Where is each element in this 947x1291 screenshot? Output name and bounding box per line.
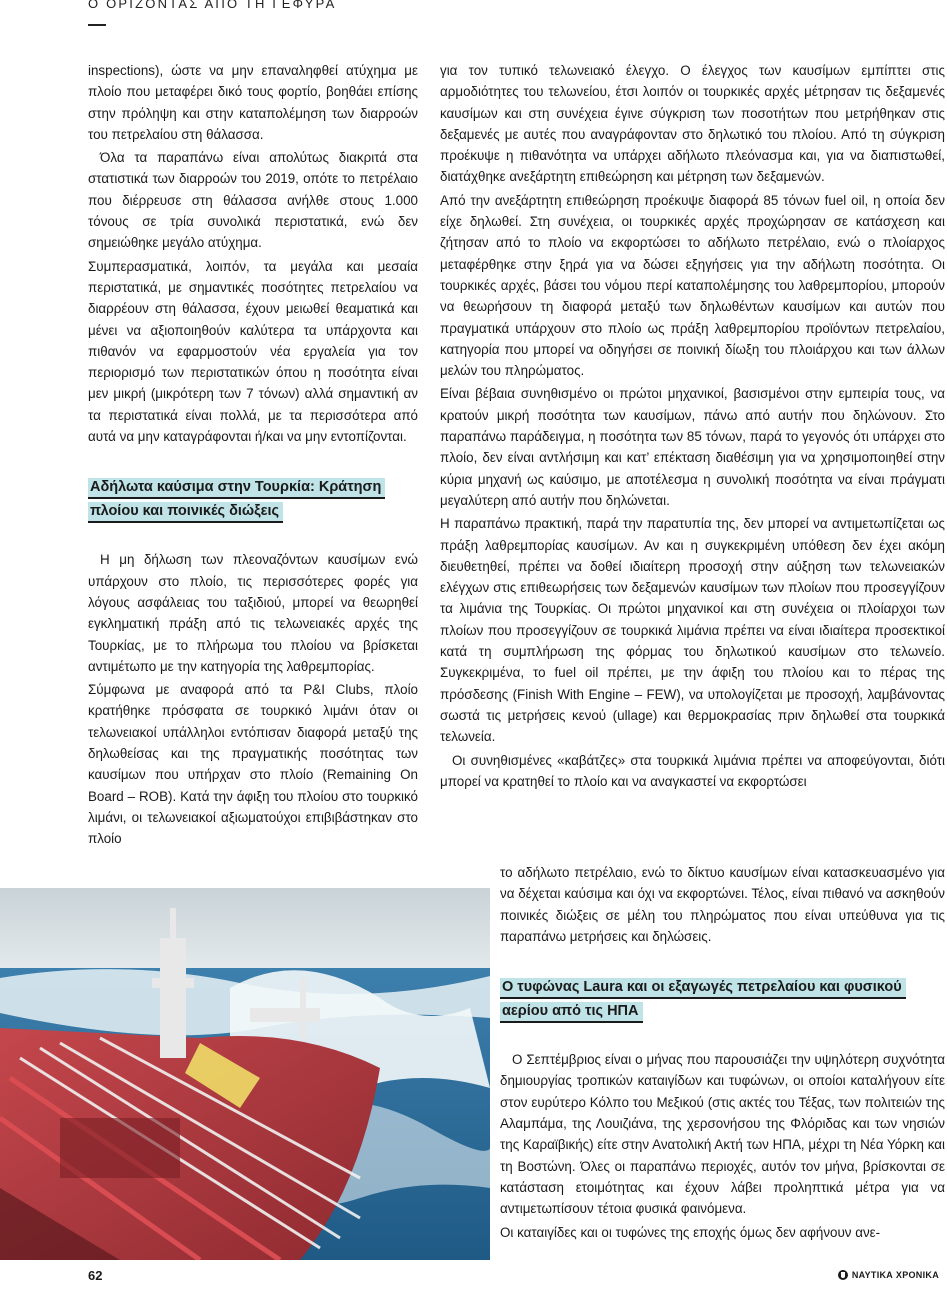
right-paragraph-5-start: Οι συνηθισμένες «καβάτζες» στα τουρκικά λιμάνια πρέπει να αποφεύγονται, διότι μπορεί να κρατηθεί το πλοίο και να αναγκαστεί να εκφορτώσει [440,752,945,789]
left-paragraph-1: inspections), ώστε να μην επαναληφθεί ατύχημα με πλοίο που μεταφέρει δικό τους φορτίο, βοηθάει επίσης στην πρόληψη και στην καταπολέμηση των διαρροών του πετρελαίου στη θάλασσα. [88,63,418,142]
anchor-logo-icon [838,1270,848,1280]
tanker-deck-photo [0,888,490,1260]
footer-brand [838,1270,939,1280]
running-header-title: Ο ΟΡΙΖΟΝΤΑΣ ΑΠΟ ΤΗ ΓΕΦΥΡΑ [88,0,337,11]
right-paragraph-2: Από την ανεξάρτητη επιθεώρηση προέκυψε διαφορά 85 τόνων fuel oil, η οποία δεν είχε δηλωθεί. Στη συνέχεια, οι τουρκικές αρχές προχώρησαν σε κατάσχεση και ζήτησαν από το πλοίο να εκφορτώσει το αδήλωτο πετρέλαιο, ενώ ο πλοίαρχος μεταφέρθηκε στην ξηρά για να δώσει εξηγήσεις για την αδήλωτη ποσότητα. Οι τουρκικές αρχές, βάσει του νόμου περί καταπολέμησης του λαθρεμπορίου, μπορούν να θεωρήσουν τη διαφορά μεταξύ των δηλωθέντων καυσίμων και αυτών που πραγματικά υπάρχουν στο πλοίο ως πράξη λαθρεμπορίου προϊόντων πετρελαίου, κατηγορία που μπορεί να οδηγήσει σε ποινική δίωξη του πλοιάρχου και των άλλων μελών του πληρώματος. [440,192,945,379]
right-paragraph-5-end: το αδήλωτο πετρέλαιο, ενώ το δίκτυο καυσίμων είναι κατασκευασμένο για να δέχεται καύσιμα και όχι να εκφορτώνει. Τέλος, είναι πιθανό να ασκηθούν ποινικές διώξεις σε μέλη του πληρώματος που είναι υπεύθυνα για τις παραπάνω μετρήσεις και δηλώσεις. [500,865,945,944]
right-column [440,60,945,794]
right-paragraph-6: Ο Σεπτέμβριος είναι ο μήνας που παρουσιάζει την υψηλότερη συχνότητα δημιουργίας τροπικών καταιγίδων και τυφώνων, οι οποίοι καταλήγουν είτε στον ευρύτερο Κόλπο του Μεξικού (στις ακτές του Τέξας, των πολιτειών της Αλαμπάμα, της Λουιζιάνα, της χερσονήσου της Φλόριδας και των νησιών της Καραϊβικής) είτε στην Ανατολική Ακτή των ΗΠΑ, μέχρι τη Νέα Υόρκη και τη Βοστώνη. Όλες οι παραπάνω περιοχές, αυτόν τον μήνα, βρίσκονται σε κατάσταση ετοιμότητας και έχουν λάβει προληπτικά μέτρα για να αντιμετωπίσουν τέτοια φυσικά φαινόμενα. [500,1052,945,1217]
left-paragraph-2: Όλα τα παραπάνω είναι απολύτως διακριτά στα στατιστικά των διαρροών του 2019, οπότε το πετρέλαιο που διέρρευσε στη θάλασσα ανήλθε στους 1.000 τόνους σε τρία συνολικά περιστατικά, ενώ δεν σημειώθηκε μεγάλο ατύχημα. [88,150,418,251]
page-number: 62 [88,1268,103,1283]
header-dash [88,24,106,26]
right-lower-column [500,862,945,1245]
left-paragraph-4: Η μη δήλωση των πλεοναζόντων καυσίμων ενώ υπάρχουν στο πλοίο, τις περισσότερες φορές για λόγους ασφάλειας του ταξιδιού, μπορεί να θεωρηθεί εγκληματική πράξη από τις τελωνειακές αρχές της Τουρκίας, με το πλήρωμα του πλοίου να βρίσκεται αντιμέτωπο με την κατηγορία της λαθρεμπορίας. [88,552,418,674]
left-column [88,60,418,852]
right-paragraph-1: για τον τυπικό τελωνειακό έλεγχο. Ο έλεγχος των καυσίμων εμπίπτει στις αρμοδιότητες του τελωνείου, έτσι λοιπόν οι τουρκικές αρχές μέτρησαν τις δεξαμενές καυσίμων και στη συνέχεια έγινε σύγκριση των ποσοτήτων που μετρήθηκαν στις δεξαμενές με αυτές που αναγράφονταν στο δηλωτικό του πλοίου. Από τη σύγκριση προέκυψε η πιθανότητα να υπάρχει αδήλωτο πλεόνασμα και, για να διαπιστωθεί, διατάχθηκε ανεξάρτητη επιθεώρηση και μέτρηση των δεξαμενών. [440,63,945,185]
left-paragraph-5: Σύμφωνα με αναφορά από τα P&I Clubs, πλοίο κρατήθηκε πρόσφατα σε τουρκικό λιμάνι όταν οι τελωνειακοί υπάλληλοι εντόπισαν διαφορά μεταξύ της δηλωθείσας και της πραγματικής ποσότητας των καυσίμων που υπήρχαν στο πλοίο (Remaining On Board – ROB). Κατά την άφιξη του πλοίου στο τουρκικό λιμάνι, οι τελωνειακοί αξιωματούχοι επιβιβάστηκαν στο πλοίο [88,682,418,847]
section-heading-turkey: Αδήλωτα καύσιμα στην Τουρκία: Κράτηση πλοίου και ποινικές διώξεις [88,478,385,523]
right-paragraph-4: Η παραπάνω πρακτική, παρά την παρατυπία της, δεν μπορεί να αντιμετωπίζεται ως πράξη λαθρεμπορίας καυσίμων. Αν και η συγκεκριμένη υπόθεση δεν έχει ακόμη διευθετηθεί, πρέπει να δοθεί ιδιαίτερη προσοχή στην αύξηση των τελωνειακών ελέγχων στις επιθεωρήσεις των δεξαμενών καυσίμων των πλοίων που προσεγγίζουν τα λιμάνια της Τουρκίας. Οι πρώτοι μηχανικοί και στη συνέχεια οι πλοίαρχοι των πλοίων που προσεγγίζουν σε τουρκικά λιμάνια πρέπει να είναι ιδιαίτερα προσεκτικοί κατά τη συμπλήρωση της φόρμας του δηλωτικού καυσίμων στο τελωνείο. Συγκεκριμένα, το fuel oil πρέπει, με την άφιξη του πλοίου και το πέρας της πρόσδεσης (Finish With Engine – FEW), να υπολογίζεται με προσοχή, λαμβάνοντας σωστά τις μετρήσεις κενού (ullage) και θερμοκρασίας πριν δηλωθεί στα τουρκικά τελωνεία. [440,516,945,745]
right-paragraph-3: Είναι βέβαια συνηθισμένο οι πρώτοι μηχανικοί, βασισμένοι στην εμπειρία τους, να κρατούν μικρή ποσότητα των καυσίμων, πάνω από αυτήν που δηλώνουν. Στο παραπάνω παράδειγμα, η ποσότητα των 85 τόνων, παρά το γεγονός ότι υπάρχει στο πλοίο, δεν είναι αντλήσιμη και κατ’ επέκταση διαθέσιμη για να χρησιμοποιηθεί στην κύρια μηχανή ως καύσιμο, με αποτέλεσμα η συνολική ποσότητα να είναι πράγματι μεγαλύτερη από αυτήν που δηλώνεται. [440,386,945,508]
footer-brand-label: ΝΑΥΤΙΚΑ ΧΡΟΝΙΚΑ [851,1270,939,1280]
left-paragraph-3: Συμπερασματικά, λοιπόν, τα μεγάλα και μεσαία περιστατικά, με σημαντικές ποσότητες πετρελαίου να διαρρέουν στη θάλασσα, έχουν μειωθεί θεαματικά και μένει να αξιοποιηθούν καλύτερα τα υπάρχοντα και πιθανόν να εφαρμοστούν νέα εργαλεία για τον περιορισμό των περιστατικών όπου η ποσότητα είναι μεν μικρή (μικρότερη των 7 τόνων) αλλά σημαντική αν τα περιστατικά είναι πολλά, με τα περισσότερα από αυτά να μην καταγράφονται ή/και να μην εντοπίζονται. [88,258,418,445]
right-paragraph-7: Οι καταιγίδες και οι τυφώνες της εποχής όμως δεν αφήνουν ανε- [500,1224,881,1240]
section-heading-laura: Ο τυφώνας Laura και οι εξαγωγές πετρελαίου και φυσικού αερίου από τις ΗΠΑ [500,978,906,1023]
